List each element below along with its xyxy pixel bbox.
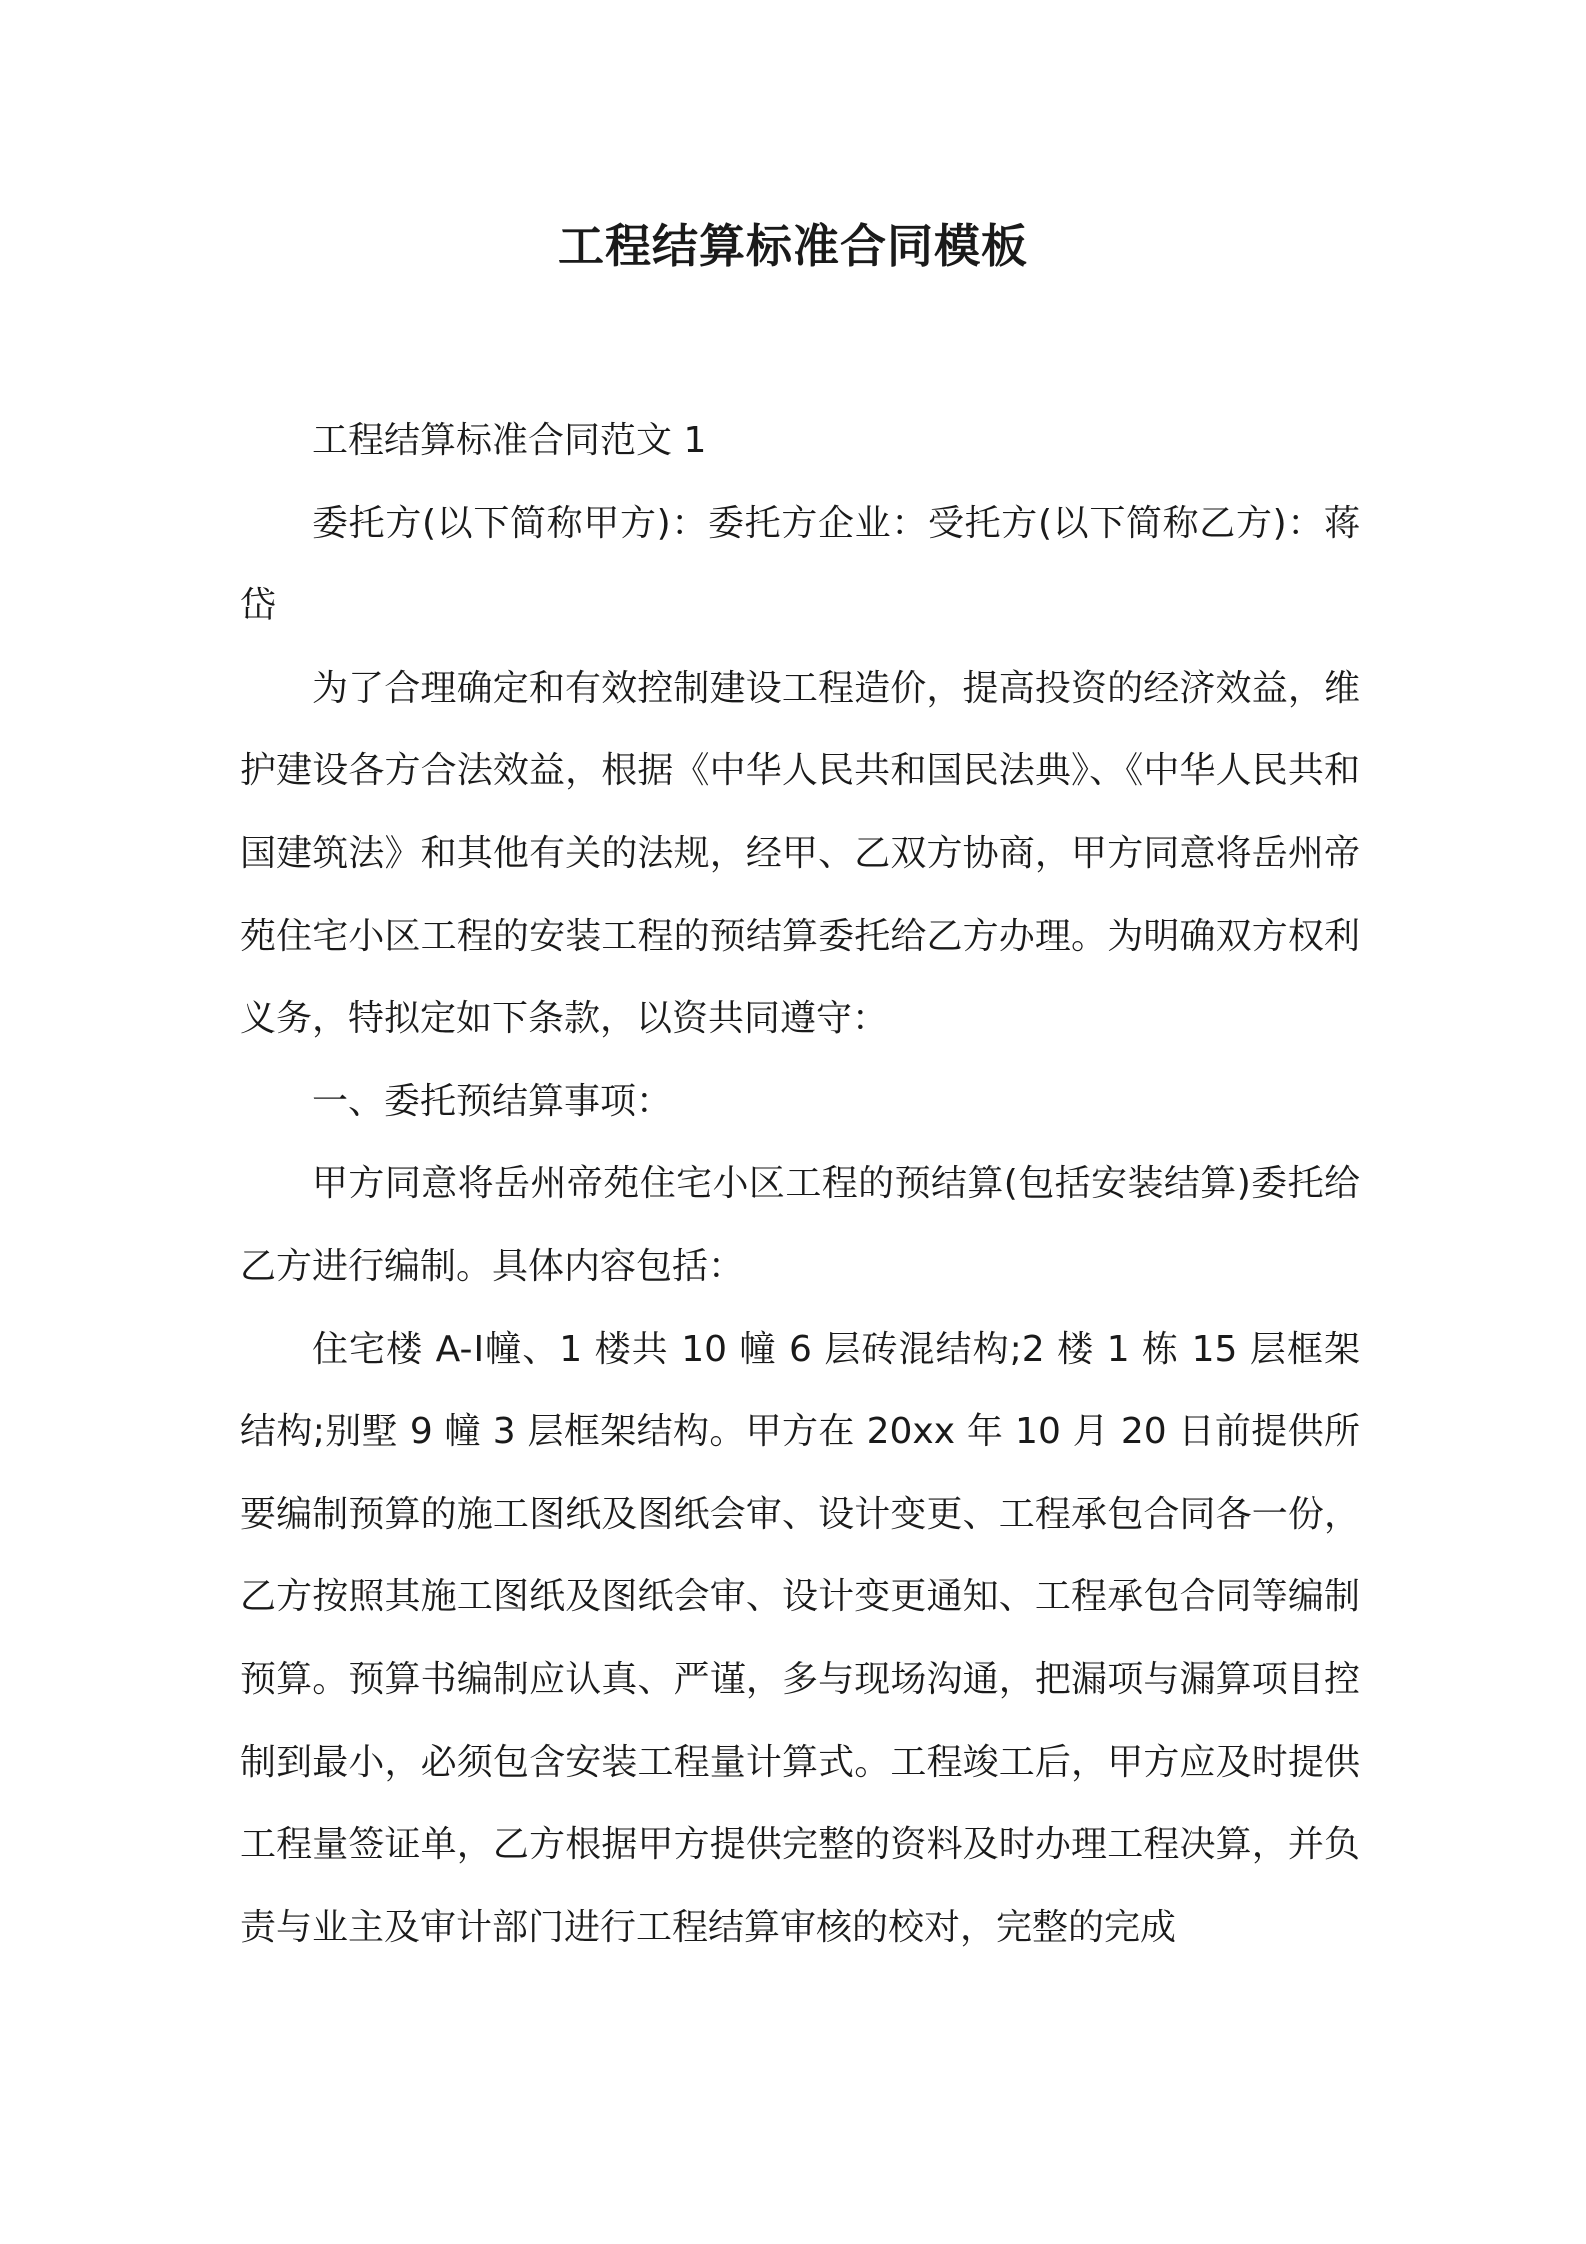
paragraph-parties: 委托方(以下简称甲方)：委托方企业：受托方(以下简称乙方)：蒋岱: [240, 502, 1360, 627]
paragraph-details: 住宅楼 A-Ⅰ幢、1 楼共 10 幢 6 层砖混结构;2 楼 1 栋 15 层框架结构;别墅 9 幢 3 层框架结构。甲方在 20xx 年 10 月 20 日前提供所要编制预算的施工图纸及图纸会审、设计变更、工程承包合同各一份，乙方按照其施工图纸及图纸会审、设计变更通知、工程承包合同等编制预算。预算书编制应认真、严谨，多与现场沟通，把漏项与漏算项目控制到最小，必须包含安装工程量计算式。工程竣工后，甲方应及时提供工程量签证单，乙方根据甲方提供完整的资料及时办理工程决算，并负责与业主及审计部门进行工程结算审核的校对，完整的完成: [240, 1328, 1360, 1948]
paragraph-clause-heading: 一、委托预结算事项：: [312, 1080, 673, 1122]
document-body: [240, 400, 1360, 1969]
document-title: 工程结算标准合同模板: [558, 219, 1028, 273]
paragraph-preamble: 为了合理确定和有效控制建设工程造价，提高投资的经济效益，维护建设各方合法效益，根据《中华人民共和国民法典》、《中华人民共和国建筑法》和其他有关的法规，经甲、乙双方协商，甲方同意将岳州帝苑住宅小区工程的安装工程的预结算委托给乙方办理。为明确双方权利义务，特拟定如下条款，以资共同遵守：: [240, 667, 1360, 1040]
paragraph-section-heading: 工程结算标准合同范文 1: [312, 420, 707, 461]
paragraph-scope: 甲方同意将岳州帝苑住宅小区工程的预结算(包括安装结算)委托给乙方进行编制。具体内容包括：: [240, 1163, 1360, 1287]
